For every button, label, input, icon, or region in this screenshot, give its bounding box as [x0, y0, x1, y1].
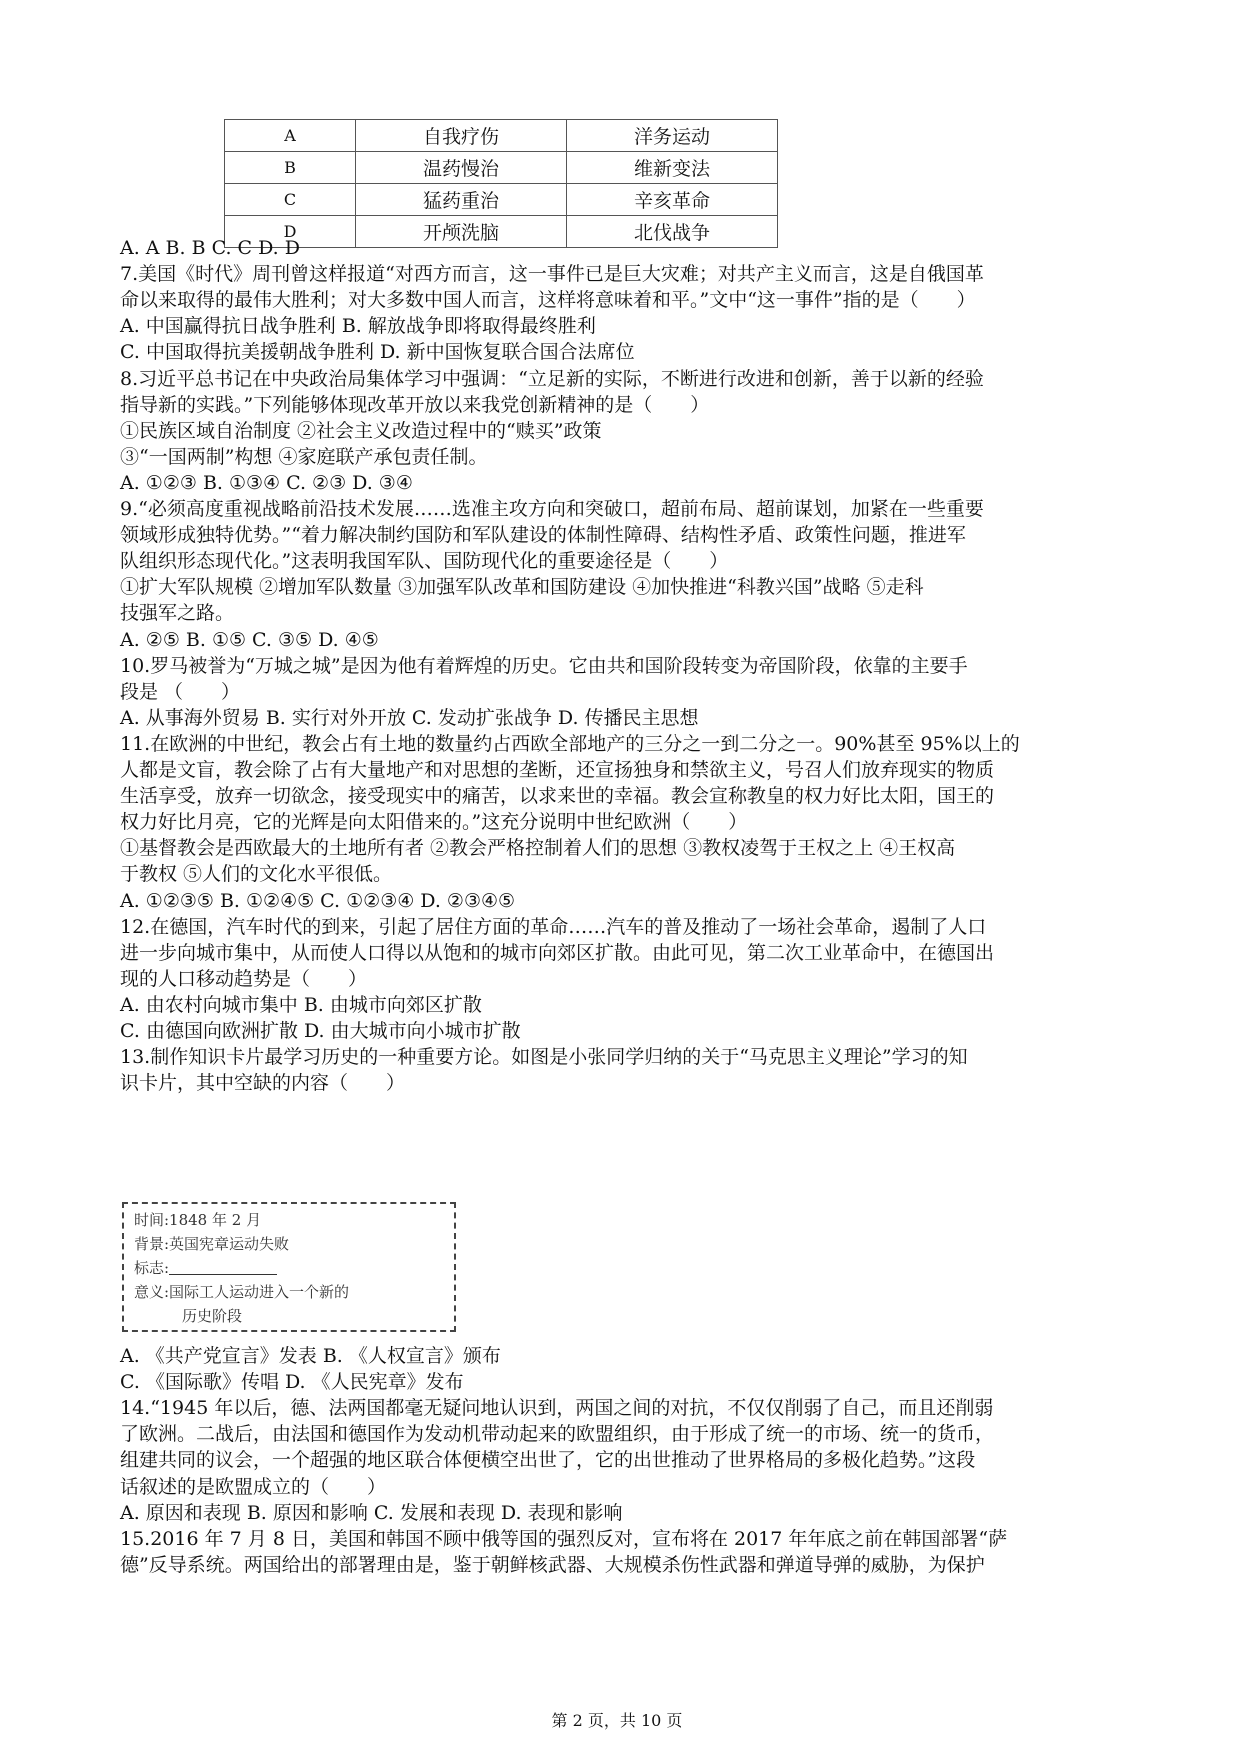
option-cell: 开颅洗脑 [356, 216, 567, 248]
text-line: A. 中国赢得抗日战争胜利 B. 解放战争即将取得最终胜利 [120, 315, 596, 338]
knowledge-card [122, 1202, 456, 1332]
text-line: 指导新的实践。”下列能够体现改革开放以来我党创新精神的是（ ） [120, 393, 710, 416]
text-line: 进一步向城市集中，从而使人口得以从饱和的城市向郊区扩散。由此可见，第二次工业革命中，在德国出 [120, 941, 995, 964]
text-line: 14.“1945 年以后，德、法两国都毫无疑问地认识到，两国之间的对抗，不仅仅削弱了自己，而且还削弱 [120, 1397, 994, 1420]
card-blank [169, 1260, 277, 1275]
text-line: C. 中国取得抗美援朝战争胜利 D. 新中国恢复联合国合法席位 [120, 341, 635, 364]
option-cell: 洋务运动 [567, 120, 778, 152]
text-line: 11.在欧洲的中世纪，教会占有土地的数量约占西欧全部地产的三分之一到二分之一。90%甚至 95%以上的 [120, 732, 1020, 755]
text-line: 8.习近平总书记在中央政治局集体学习中强调：“立足新的实际，不断进行改进和创新，善于以新的经验 [120, 367, 984, 390]
option-row [225, 152, 778, 184]
text-line: 15.2016 年 7 月 8 日，美国和韩国不顾中俄等国的强烈反对，宣布将在 2017 年年底之前在韩国部署“萨 [120, 1527, 1008, 1550]
option-table [224, 119, 778, 248]
text-line: A. ①②③ B. ①③④ C. ②③ D. ③④ [120, 471, 413, 494]
option-row [225, 216, 778, 248]
option-cell: 温药慢治 [356, 152, 567, 184]
text-line: 现的人口移动趋势是（ ） [120, 967, 368, 990]
text-line: 人都是文盲，教会除了占有大量地产和对思想的垄断，还宣扬独身和禁欲主义，号召人们放弃现实的物质 [120, 759, 995, 781]
text-line: 10.罗马被誉为“万城之城”是因为他有着辉煌的历史。它由共和国阶段转变为帝国阶段，依靠的主要手 [120, 654, 968, 677]
text-line: A. ①②③⑤ B. ①②④⑤ C. ①②③④ D. ②③④⑤ [120, 889, 516, 912]
option-cell: C [225, 184, 356, 216]
text-line: A. 《共产党宣言》发表 B. 《人权宣言》颁布 [120, 1345, 501, 1367]
option-cell: A [225, 120, 356, 152]
text-line: 技强军之路。 [120, 602, 235, 625]
option-cell: B [225, 152, 356, 184]
option-cell: D [225, 216, 356, 248]
card-meaning: 意义:国际工人运动进入一个新的 [134, 1283, 350, 1301]
card-sign-label: 标志: [134, 1259, 170, 1277]
text-line: 段是 （ ） [120, 680, 241, 703]
card-background: 背景:英国宪章运动失败 [134, 1235, 290, 1253]
option-cell: 北伐战争 [567, 216, 778, 248]
text-line: 话叙述的是欧盟成立的（ ） [120, 1475, 387, 1498]
option-row [225, 184, 778, 216]
text-line: 德”反导系统。两国给出的部署理由是，鉴于朝鲜核武器、大规模杀伤性武器和弹道导弹的威胁，为保护 [120, 1553, 985, 1576]
text-line: ①扩大军队规模 ②增加军队数量 ③加强军队改革和国防建设 ④加快推进“科教兴国”战略 ⑤走科 [120, 576, 924, 599]
text-line: 权力好比月亮，它的光辉是向太阳借来的。”这充分说明中世纪欧洲（ ） [120, 811, 748, 834]
page-footer: 第 2 页，共 10 页 [551, 1711, 683, 1730]
option-cell: 维新变法 [567, 152, 778, 184]
text-line: A. 从事海外贸易 B. 实行对外开放 C. 发动扩张战争 D. 传播民主思想 [120, 706, 699, 729]
text-line: ①民族区域自治制度 ②社会主义改造过程中的“赎买”政策 [120, 419, 602, 442]
text-line: A. A B. B C. C D. D [120, 237, 300, 259]
text-line: 组建共同的议会，一个超强的地区联合体便横空出世了，它的出世推动了世界格局的多极化趋势。”这段 [120, 1449, 976, 1472]
text-line: A. ②⑤ B. ①⑤ C. ③⑤ D. ④⑤ [120, 628, 379, 651]
option-row [225, 120, 778, 152]
text-line: 队组织形态现代化。”这表明我国军队、国防现代化的重要途径是（ ） [120, 550, 729, 573]
text-line: A. 原因和表现 B. 原因和影响 C. 发展和表现 D. 表现和影响 [120, 1501, 623, 1524]
card-time: 时间:1848 年 2 月 [134, 1211, 262, 1229]
text-line: 13.制作知识卡片最学习历史的一种重要方论。如图是小张同学归纳的关于“马克思主义理论”学习的知 [120, 1046, 968, 1069]
text-line: C. 《国际歌》传唱 D. 《人民宪章》发布 [120, 1371, 464, 1394]
text-line: 7.美国《时代》周刊曾这样报道“对西方而言，这一事件已是巨大灾难；对共产主义而言，这是自俄国革 [120, 263, 984, 286]
option-cell: 自我疗伤 [356, 120, 567, 152]
text-line: A. 由农村向城市集中 B. 由城市向郊区扩散 [120, 993, 482, 1016]
text-line: 了欧洲。二战后，由法国和德国作为发动机带动起来的欧盟组织，由于形成了统一的市场、统一的货币， [120, 1423, 995, 1446]
text-line: 领域形成独特优势。”“着力解决制约国防和军队建设的体制性障碍、结构性矛盾、政策性问题，推进军 [120, 524, 966, 547]
text-line: 识卡片，其中空缺的内容（ ） [120, 1072, 406, 1095]
card-meaning-cont: 历史阶段 [182, 1307, 243, 1325]
text-line: 生活享受，放弃一切欲念，接受现实中的痛苦，以求来世的幸福。教会宣称教皇的权力好比太阳，国王的 [120, 785, 995, 808]
text-line: 9.“必须高度重视战略前沿技术发展……选准主攻方向和突破口，超前布局、超前谋划，加紧在一些重要 [120, 498, 984, 520]
text-line: ③“一国两制”构想 ④家庭联产承包责任制。 [120, 445, 488, 468]
card-sign [134, 1256, 444, 1280]
text-line: C. 由德国向欧洲扩散 D. 由大城市向小城市扩散 [120, 1020, 521, 1042]
text-line: 12.在德国，汽车时代的到来，引起了居住方面的革命……汽车的普及推动了一场社会革命，遏制了人口 [120, 915, 987, 938]
option-cell: 猛药重治 [356, 184, 567, 216]
text-line: ①基督教会是西欧最大的土地所有者 ②教会严格控制着人们的思想 ③教权凌驾于王权之上 ④王权高 [120, 837, 956, 860]
text-line: 命以来取得的最伟大胜利；对大多数中国人而言，这样将意味着和平。”文中“这一事件”指的是（ ） [120, 289, 976, 312]
option-cell: 辛亥革命 [567, 184, 778, 216]
text-line: 于教权 ⑤人们的文化水平很低。 [120, 863, 393, 886]
